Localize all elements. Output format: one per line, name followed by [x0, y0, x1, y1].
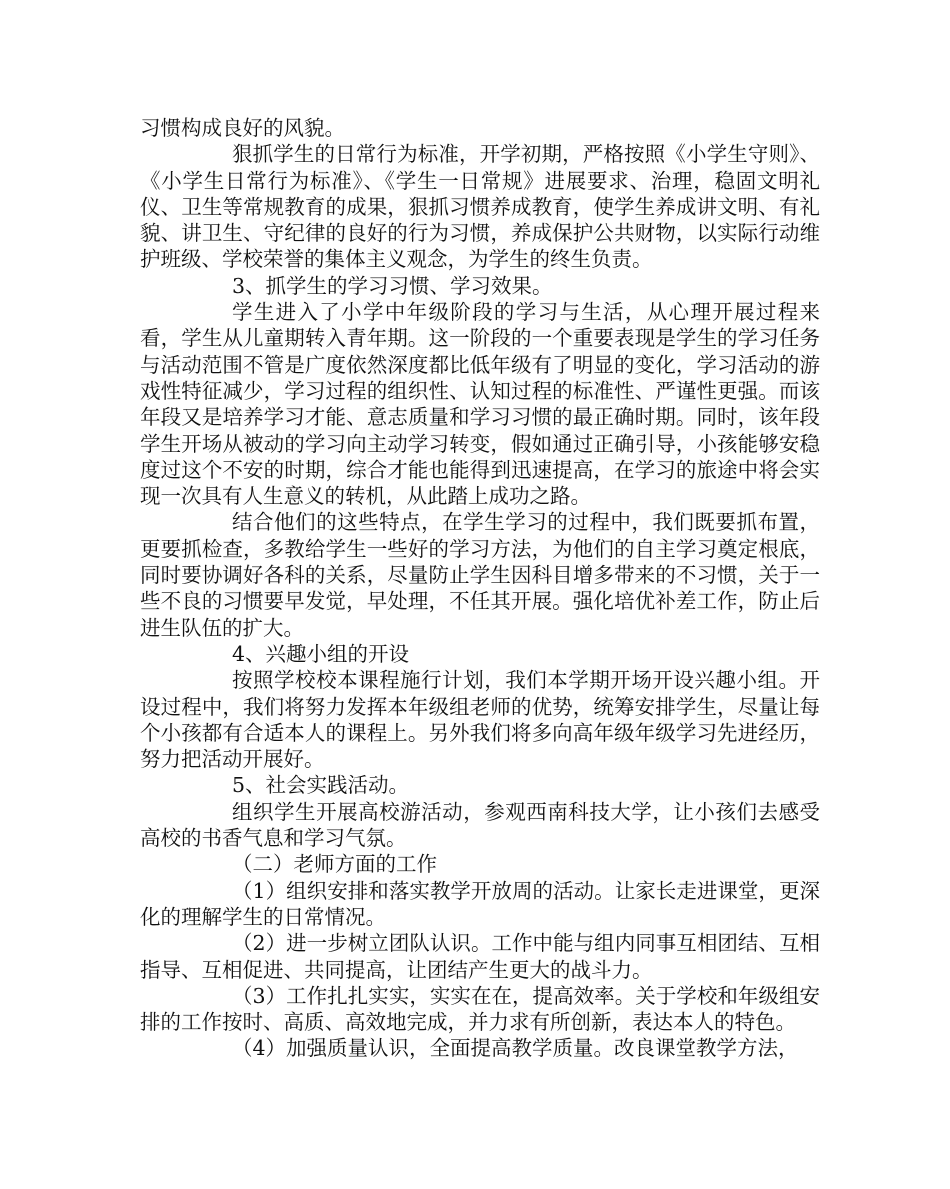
- list-item: （4）加强质量认识，全面提高教学质量。改良课堂教学方法，: [232, 1036, 799, 1061]
- paragraph: 结合他们的这些特点，在学生学习的过程中，我们既要抓布置，更要抓检查，多教给学生一些好的学习方法，为他们的自主学习奠定根底，同时要协调好各科的关系，尽量防止学生因科目增多带来的不习惯，关于一些不良的习惯要早发觉，早处理，不任其开展。强化培优补差工作，防止后进生队伍的扩大。: [140, 510, 820, 640]
- paragraph: 学生进入了小学中年级阶段的学习与生活，从心理开展过程来看，学生从儿童期转入青年期。这一阶段的一个重要表现是学生的学习任务与活动范围不管是广度依然深度都比低年级有了明显的变化，学习活动的游戏性特征减少，学习过程的组织性、认知过程的标准性、严谨性更强。而该年段又是培养学习才能、意志质量和学习习惯的最正确时期。同时，该年段学生开场从被动的学习向主动学习转变，假如通过正确引导，小孩能够安稳度过这个不安的时期，综合才能也能得到迅速提高，在学习的旅途中将会实现一次具有人生意义的转机，从此踏上成功之路。: [140, 300, 820, 509]
- section-heading: 5、社会实践活动。: [232, 773, 410, 798]
- section-heading: 4、兴趣小组的开设: [232, 641, 410, 666]
- list-item: （1）组织安排和落实教学开放周的活动。让家长走进课堂，更深化的理解学生的日常情况。: [140, 878, 820, 929]
- paragraph: 按照学校校本课程施行计划，我们本学期开场开设兴趣小组。开设过程中，我们将努力发挥本年级组老师的优势，统筹安排学生，尽量让每个小孩都有合适本人的课程上。另外我们将多向高年级年级学习先进经历，努力把活动开展好。: [140, 668, 820, 772]
- list-item: （3）工作扎扎实实，实实在在，提高效率。关于学校和年级组安排的工作按时、高质、高效地完成，并力求有所创新，表达本人的特色。: [140, 983, 820, 1035]
- list-item: （2）进一步树立团队认识。工作中能与组内同事互相团结、互相指导、互相促进、共同提高，让团结产生更大的战斗力。: [140, 931, 820, 982]
- paragraph: 习惯构成良好的风貌。: [140, 116, 345, 140]
- section-heading: 3、抓学生的学习习惯、学习效果。: [232, 273, 553, 298]
- document-page: [140, 115, 820, 1062]
- section-heading: （二）老师方面的工作: [232, 852, 437, 877]
- paragraph: 组织学生开展高校游活动，参观西南科技大学，让小孩们去感受高校的书香气息和学习气氛。: [140, 799, 820, 851]
- paragraph: 狠抓学生的日常行为标准，开学初期，严格按照《小学生守则》、《小学生日常行为标准》、《学生一日常规》进展要求、治理，稳固文明礼仪、卫生等常规教育的成果，狠抓习惯养成教育，使学生养成讲文明、有礼貌、讲卫生、守纪律的良好的行为习惯，养成保护公共财物，以实际行动维护班级、学校荣誉的集体主义观念，为学生的终生负责。: [140, 142, 820, 272]
